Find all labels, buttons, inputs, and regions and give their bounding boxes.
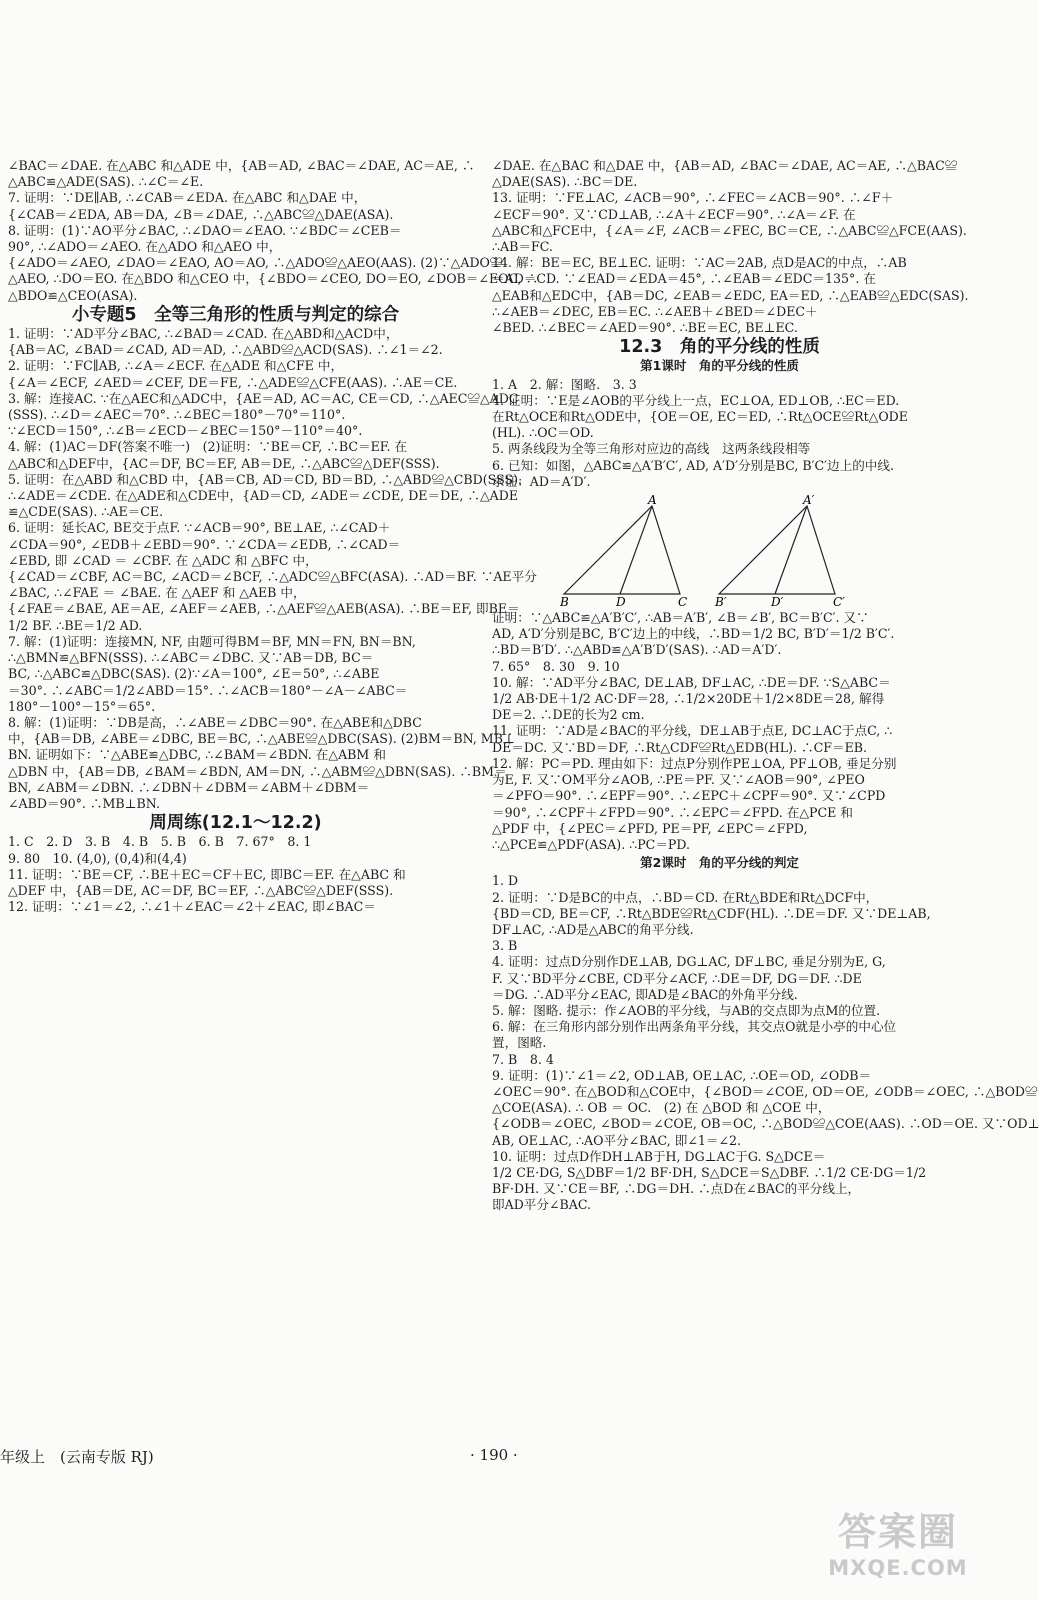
answer-line: 6. 解：在三角形内部分别作出两条角平分线，其交点O就是小亭的中心位 bbox=[492, 1019, 897, 1035]
answer-line: △AEO, ∴DO＝EO. 在△BDO 和△CEO 中，{∠BDO＝∠CEO, DO＝EO, ∠DOB＝∠EOC, ∴ bbox=[8, 271, 539, 287]
subsection-heading: 第2课时 角的平分线的判定 bbox=[640, 855, 799, 871]
answer-line: {BD＝CD, BE＝CF, ∴Rt△BDE≌Rt△CDF(HL). ∴DE＝DF. 又∵DE⊥AB, bbox=[492, 905, 931, 921]
answer-line: 8. 证明：(1)∵AO平分∠BAC, ∴∠DAO＝∠EAO. ∵∠BDC＝∠CEB＝ bbox=[8, 222, 402, 238]
left-median-line bbox=[620, 506, 652, 594]
answer-line: 90°, ∴∠ADO＝∠AEO. 在△ADO 和△AEO 中， bbox=[8, 239, 282, 255]
answer-line: ＝DG. ∴AD平分∠EAC, 即AD是∠BAC的外角平分线. bbox=[492, 986, 798, 1002]
answer-line: ＝∠PFO＝90°. ∴∠EPF＝90°. ∴∠EPC＋∠CPF＝90°. 又∵∠CPD bbox=[492, 788, 886, 804]
answer-line: 8. 解：(1)证明：∵DB是高，∴∠ABE＝∠DBC＝90°. 在△ABE和△DBC bbox=[8, 714, 422, 730]
answer-line: ∵∠ECD＝150°, ∴∠B＝∠ECD－∠BEC＝150°－110°＝40°. bbox=[8, 423, 363, 439]
answer-line: 1. 证明：∵AD平分∠BAC, ∴∠BAD＝∠CAD. 在△ABD和△ACD中， bbox=[8, 326, 399, 342]
answer-line: △ABC和△DEF中，{AC＝DF, BC＝EF, AB＝DE, ∴△ABC≌△DEF(SSS). bbox=[8, 455, 440, 471]
answer-line: 1/2 BF. ∴BE＝1/2 AD. bbox=[8, 617, 143, 633]
watermark-top: 答案圈 bbox=[837, 1510, 958, 1554]
answer-line: 5. 解：图略. 提示：作∠AOB的平分线，与AB的交点即为点M的位置. bbox=[492, 1002, 881, 1018]
answer-line: 2. 证明：∵FC∥AB, ∴∠A＝∠ECF. 在△ADE 和△CFE 中， bbox=[8, 358, 344, 374]
answer-line: △DAE(SAS). ∴BC＝DE. bbox=[492, 174, 638, 190]
answer-line: DE＝2. ∴DE的长为2 cm. bbox=[492, 707, 645, 723]
answer-line: 9. 证明：(1)∵∠1＝∠2, OD⊥AB, OE⊥AC, ∴OE＝OD, ∠ODB＝ bbox=[492, 1067, 872, 1083]
answer-line: ∠ABD＝90°. ∴MB⊥BN. bbox=[8, 795, 160, 811]
section-heading: 小专题5 全等三角形的性质与判定的综合 bbox=[71, 304, 400, 325]
answer-line: 1/2 AB·DE＋1/2 AC·DF＝28, ∴1/2×20DE＋1/2×8DE＝28, 解得 bbox=[492, 691, 885, 707]
answer-line: 7. B 8. 4 bbox=[492, 1051, 554, 1067]
answer-line: 1. D bbox=[492, 873, 519, 889]
answer-line: AD, A′D′分别是BC, B′C′边上的中线，∴BD＝1/2 BC, B′D′＝1/2 B′C′. bbox=[492, 626, 895, 642]
answer-line: 1. C 2. D 3. B 4. B 5. B 6. B 7. 67° 8. 1 bbox=[8, 834, 312, 850]
right-median-line bbox=[775, 506, 807, 594]
right-vertex-label: A′ bbox=[803, 493, 815, 508]
answer-line: AB, OE⊥AC, ∴AO平分∠BAC, 即∠1＝∠2. bbox=[492, 1132, 742, 1148]
footer-grade-label: 年级上 (云南专版 RJ) bbox=[0, 1448, 154, 1466]
right-vertex-label: C′ bbox=[833, 595, 845, 610]
answer-line: △ABC≌△ADE(SAS). ∴∠C＝∠E. bbox=[8, 174, 204, 190]
answer-line: 14. 解：BE＝EC, BE⊥EC. 证明：∵AC＝2AB, 点D是AC的中点，∴AB bbox=[492, 255, 907, 271]
answer-line: 7. 65° 8. 30 9. 10 bbox=[492, 658, 620, 674]
answer-line: ＝AD＝CD. ∵∠EAD＝∠EDA＝45°, ∴∠EAB＝∠EDC＝135°. 在 bbox=[492, 271, 876, 287]
right-vertex-label: B′ bbox=[715, 595, 727, 610]
answer-line: 置，图略. bbox=[492, 1035, 547, 1051]
answer-line: {∠ADO＝∠AEO, ∠DAO＝∠EAO, AO＝AO, ∴△ADO≌△AEO(AAS). (2)∵△ADO≌ bbox=[8, 255, 503, 271]
answer-line: △BDO≌△CEO(ASA). bbox=[8, 287, 138, 303]
triangle-figure bbox=[492, 493, 947, 610]
page-number: · 190 · bbox=[470, 1446, 518, 1464]
answer-line: {AB＝AC, ∠BAD＝∠CAD, AD＝AD, ∴△ABD≌△ACD(SAS). ∴∠1＝∠2. bbox=[8, 342, 443, 358]
answer-line: △PDF 中，{∠PEC＝∠PFD, PE＝PF, ∠EPC＝∠FPD, bbox=[492, 820, 808, 836]
answer-line: (SSS). ∴∠D＝∠AEC＝70°. ∴∠BEC＝180°－70°＝110°. bbox=[8, 407, 346, 423]
answer-line: ∴∠ADE＝∠CDE. 在△ADE和△CDE中，{AD＝CD, ∠ADE＝∠CDE, DE＝DE, ∴△ADE bbox=[8, 488, 519, 504]
answer-line: 即AD平分∠BAC. bbox=[492, 1197, 592, 1213]
answer-line: 4. 解：(1)AC＝DF(答案不唯一) (2)证明：∵BE＝CF, ∴BC＝EF. 在 bbox=[8, 439, 408, 455]
answer-line: BN, ∠ABM＝∠DBN. ∴∠DBN＋∠DBM＝∠ABM＋∠DBM＝ bbox=[8, 779, 370, 795]
right-triangle bbox=[719, 506, 835, 594]
answer-line: 4. 证明：过点D分别作DE⊥AB, DG⊥AC, DF⊥BC, 垂足分别为E, G, bbox=[492, 954, 886, 970]
answer-line: 5. 两条线段为全等三角形对应边的高线 这两条线段相等 bbox=[492, 441, 811, 457]
answer-line: 11. 证明：∵AD是∠BAC的平分线，DE⊥AB于点E, DC⊥AC于点C, ∴ bbox=[492, 723, 893, 739]
answer-line: 6. 证明：延长AC, BE交于点F. ∵∠ACB＝90°, BE⊥AE, ∴∠CAD＋ bbox=[8, 520, 391, 536]
answer-line: 12. 证明：∵∠1＝∠2, ∴∠1＋∠EAC＝∠2＋∠EAC, 即∠BAC＝ bbox=[8, 899, 376, 915]
answer-line: 1. A 2. 解：图略. 3. 3 bbox=[492, 376, 637, 392]
answer-line: 7. 解：(1)证明：连接MN, NF, 由题可得BM＝BF, MN＝FN, BN＝BN, bbox=[8, 633, 416, 649]
left-vertex-label: A bbox=[648, 493, 657, 508]
answer-line: ∠BAC, ∴∠FAE ＝ ∠BAE. 在 △AEF 和 △AEB 中， bbox=[8, 585, 306, 601]
answer-line: 为E, F. 又∵OM平分∠AOB, ∴PE＝PF. 又∵∠AOB＝90°, ∠PEO bbox=[492, 772, 865, 788]
answer-line: ∴BD＝B′D′. ∴△ABD≌△A′B′D′(SAS). ∴AD＝A′D′. bbox=[492, 642, 782, 658]
answer-line: BF·DH. 又∵CE＝BF, ∴DG＝DH. ∴点D在∠BAC的平分线上， bbox=[492, 1181, 861, 1197]
answer-line: 6. 已知：如图，△ABC≌△A′B′C′, AD, A′D′分别是BC, B′C′边上的中线. bbox=[492, 457, 894, 473]
answer-line: 9. 80 10. (4,0), (0,4)和(4,4) bbox=[8, 850, 187, 866]
answer-line: ∴△PCE≌△PDF(ASA). ∴PC＝PD. bbox=[492, 836, 691, 852]
answer-line: △EAB和△EDC中，{AB＝DC, ∠EAB＝∠EDC, EA＝ED, ∴△EAB≌△EDC(SAS). bbox=[492, 287, 969, 303]
answer-line: BC, ∴△ABC≌△DBC(SAS). (2)∵∠A＝100°, ∠E＝50°, ∴∠ABE bbox=[8, 666, 380, 682]
right-column bbox=[492, 158, 1039, 1214]
answer-line: {∠CAD＝∠CBF, AC＝BC, ∠ACD＝∠BCF, ∴△ADC≌△BFC(ASA). ∴AD＝BF. ∵AE平分 bbox=[8, 569, 537, 585]
answer-line: ∠CDA＝90°, ∠EDB＋∠EBD＝90°. ∵∠CDA＝∠EDB, ∴∠CAD＝ bbox=[8, 536, 401, 552]
answer-line: ＝90°, ∴∠CPF＋∠FPD＝90°. ∴∠EPC＝∠FPD. 在△PCE 和 bbox=[492, 804, 853, 820]
answer-line: ∴∠AEB＝∠DEC, EB＝EC. ∴∠AEB＋∠BED＝∠DEC＋ bbox=[492, 303, 818, 319]
answer-line: 13. 证明：∵FE⊥AC, ∠ACB＝90°, ∴∠FEC＝∠ACB＝90°. ∴∠F＋ bbox=[492, 190, 894, 206]
answer-line: 180°－100°－15°＝65°. bbox=[8, 698, 156, 714]
answer-line: 证明：∵△ABC≌△A′B′C′, ∴AB＝A′B′, ∠B＝∠B′, BC＝B′C′. 又∵ bbox=[492, 610, 869, 626]
right-vertex-label: D′ bbox=[771, 595, 784, 610]
answer-line: 2. 证明：∵D是BC的中点，∴BD＝CD. 在Rt△BDE和Rt△DCF中， bbox=[492, 889, 879, 905]
left-vertex-label: B bbox=[560, 595, 569, 610]
answer-line: {∠FAE＝∠BAE, AE＝AE, ∠AEF＝∠AEB, ∴△AEF≌△AEB(ASA). ∴BE＝EF, 即BE＝ bbox=[8, 601, 520, 617]
answer-line: △DEF 中，{AB＝DE, AC＝DF, BC＝EF, ∴△ABC≌△DEF(SSS). bbox=[8, 882, 394, 898]
subsection-heading: 第1课时 角的平分线的性质 bbox=[640, 358, 799, 374]
answer-line: ∠EBD, 即 ∠CAD ＝ ∠CBF. 在 △ADC 和 △BFC 中， bbox=[8, 552, 318, 568]
answer-line: 5. 证明：在△ABD 和△CBD 中，{AB＝CB, AD＝CD, BD＝BD, ∴△ABD≌△CBD(SSS). bbox=[8, 471, 523, 487]
left-vertex-label: C bbox=[678, 595, 688, 610]
section-heading: 12.3 角的平分线的性质 bbox=[619, 337, 820, 358]
answer-line: △COE(ASA). ∴ OB ＝ OC. (2) 在 △BOD 和 △COE 中， bbox=[492, 1100, 831, 1116]
left-vertex-label: D bbox=[616, 595, 626, 610]
answer-line: 12. 解：PC＝PD. 理由如下：过点P分别作PE⊥OA, PF⊥OB, 垂足分别 bbox=[492, 755, 897, 771]
answer-line: F. 又∵BD平分∠CBE, CD平分∠ACF, ∴DE＝DF, DG＝DF. ∴DE bbox=[492, 970, 862, 986]
answer-line: ∠DAE. 在△BAC 和△DAE 中，{AB＝AD, ∠BAC＝∠DAE, AC＝AE, ∴△BAC≌ bbox=[492, 158, 958, 173]
answer-line: ∠ECF＝90°. 又∵CD⊥AB, ∴∠A＋∠ECF＝90°. ∴∠A＝∠F. 在 bbox=[492, 206, 856, 222]
answer-line: 3. B bbox=[492, 938, 518, 954]
answer-line: 4. 证明：∵E是∠AOB的平分线上一点，EC⊥OA, ED⊥OB, ∴EC＝ED. bbox=[492, 392, 900, 408]
answer-line: 1/2 CE·DG, S△DBF＝1/2 BF·DH, S△DCE＝S△DBF. ∴1/2 CE·DG＝1/2 bbox=[492, 1164, 927, 1180]
left-triangle bbox=[564, 506, 680, 594]
answer-line: 11. 证明：∵BE＝CF, ∴BE＋EC＝CF＋EC, 即BC＝EF. 在△ABC 和 bbox=[8, 866, 406, 882]
watermark-logo bbox=[814, 1501, 982, 1580]
answer-line: △ABC和△FCE中，{∠A＝∠F, ∠ACB＝∠FEC, BC＝CE, ∴△ABC≌△FCE(AAS). bbox=[492, 222, 967, 238]
answer-line: {∠A＝∠ECF, ∠AED＝∠CEF, DE＝FE, ∴△ADE≌△CFE(AAS). ∴AE＝CE. bbox=[8, 374, 458, 390]
answer-line: (HL). ∴OC＝OD. bbox=[492, 425, 594, 441]
answer-line: ＝30°. ∴∠ABC＝1/2∠ABD＝15°. ∴∠ACB＝180°－∠A－∠ABC＝ bbox=[8, 682, 408, 698]
answer-line: 10. 解：∵AD平分∠BAC, DE⊥AB, DF⊥AC, ∴DE＝DF. ∵S△ABC＝ bbox=[492, 674, 891, 690]
answer-line: ∠BED. ∴∠BEC＝∠AED＝90°. ∴BE＝EC, BE⊥EC. bbox=[492, 320, 798, 336]
answer-line: △DBN 中，{AB＝DB, ∠BAM＝∠BDN, AM＝DN, ∴△ABM≌△DBN(SAS). ∴BM＝ bbox=[8, 763, 507, 779]
answer-line: ≌△CDE(SAS). ∴AE＝CE. bbox=[8, 504, 164, 520]
answer-line: 求证：AD＝A′D′. bbox=[492, 473, 591, 489]
answer-line: ∠OEC＝90°. 在△BOD和△COE中，{∠BOD＝∠COE, OD＝OE, ∠ODB＝∠OEC, ∴△BOD≌ bbox=[492, 1083, 1038, 1099]
section-heading: 周周练(12.1～12.2) bbox=[149, 813, 322, 834]
answer-line: 3. 解：连接AC. ∵在△AEC和△ADC中，{AE＝AD, AC＝AC, CE＝CD, ∴△AEC≌△ADC bbox=[8, 390, 519, 406]
answer-line: 7. 证明：∵DE∥AB, ∴∠CAB＝∠EDA. 在△ABC 和△DAE 中， bbox=[8, 190, 367, 206]
answer-line: DF⊥AC, ∴AD是△ABC的角平分线. bbox=[492, 921, 694, 937]
answer-line: ∠BAC＝∠DAE. 在△ABC 和△ADE 中，{AB＝AD, ∠BAC＝∠DAE, AC＝AE, ∴ bbox=[8, 158, 475, 173]
answer-line: DE＝DC. 又∵BD＝DF, ∴Rt△CDF≌Rt△EDB(HL). ∴CF＝EB. bbox=[492, 739, 868, 755]
answer-line: {∠CAB＝∠EDA, AB＝DA, ∠B＝∠DAE, ∴△ABC≌△DAE(ASA). bbox=[8, 206, 394, 222]
watermark-bottom: MXQE.COM bbox=[828, 1556, 968, 1580]
answer-line: ∴△BMN≌△BFN(SSS). ∴∠ABC＝∠DBC. 又∵AB＝DB, BC＝ bbox=[8, 650, 374, 666]
answer-line: {∠ODB＝∠OEC, ∠BOD＝∠COE, OB＝OC, ∴△BOD≌△COE(AAS). ∴OD＝OE. 又∵OD⊥ bbox=[492, 1116, 1039, 1132]
answer-line: ∴AB＝FC. bbox=[492, 239, 553, 255]
answer-line: 在Rt△OCE和Rt△ODE中，{OE＝OE, EC＝ED, ∴Rt△OCE≌Rt△ODE bbox=[492, 409, 908, 425]
answer-line: 中，{AB＝DB, ∠ABE＝∠DBC, BE＝BC, ∴△ABE≌△DBC(SAS). (2)BM＝BN, MB⊥ bbox=[8, 731, 515, 747]
answer-line: BN. 证明如下：∵△ABE≌△DBC, ∴∠BAM＝∠BDN. 在△ABM 和 bbox=[8, 747, 386, 763]
answer-line: 10. 证明：过点D作DH⊥AB于H, DG⊥AC于G. S△DCE＝ bbox=[492, 1148, 826, 1164]
